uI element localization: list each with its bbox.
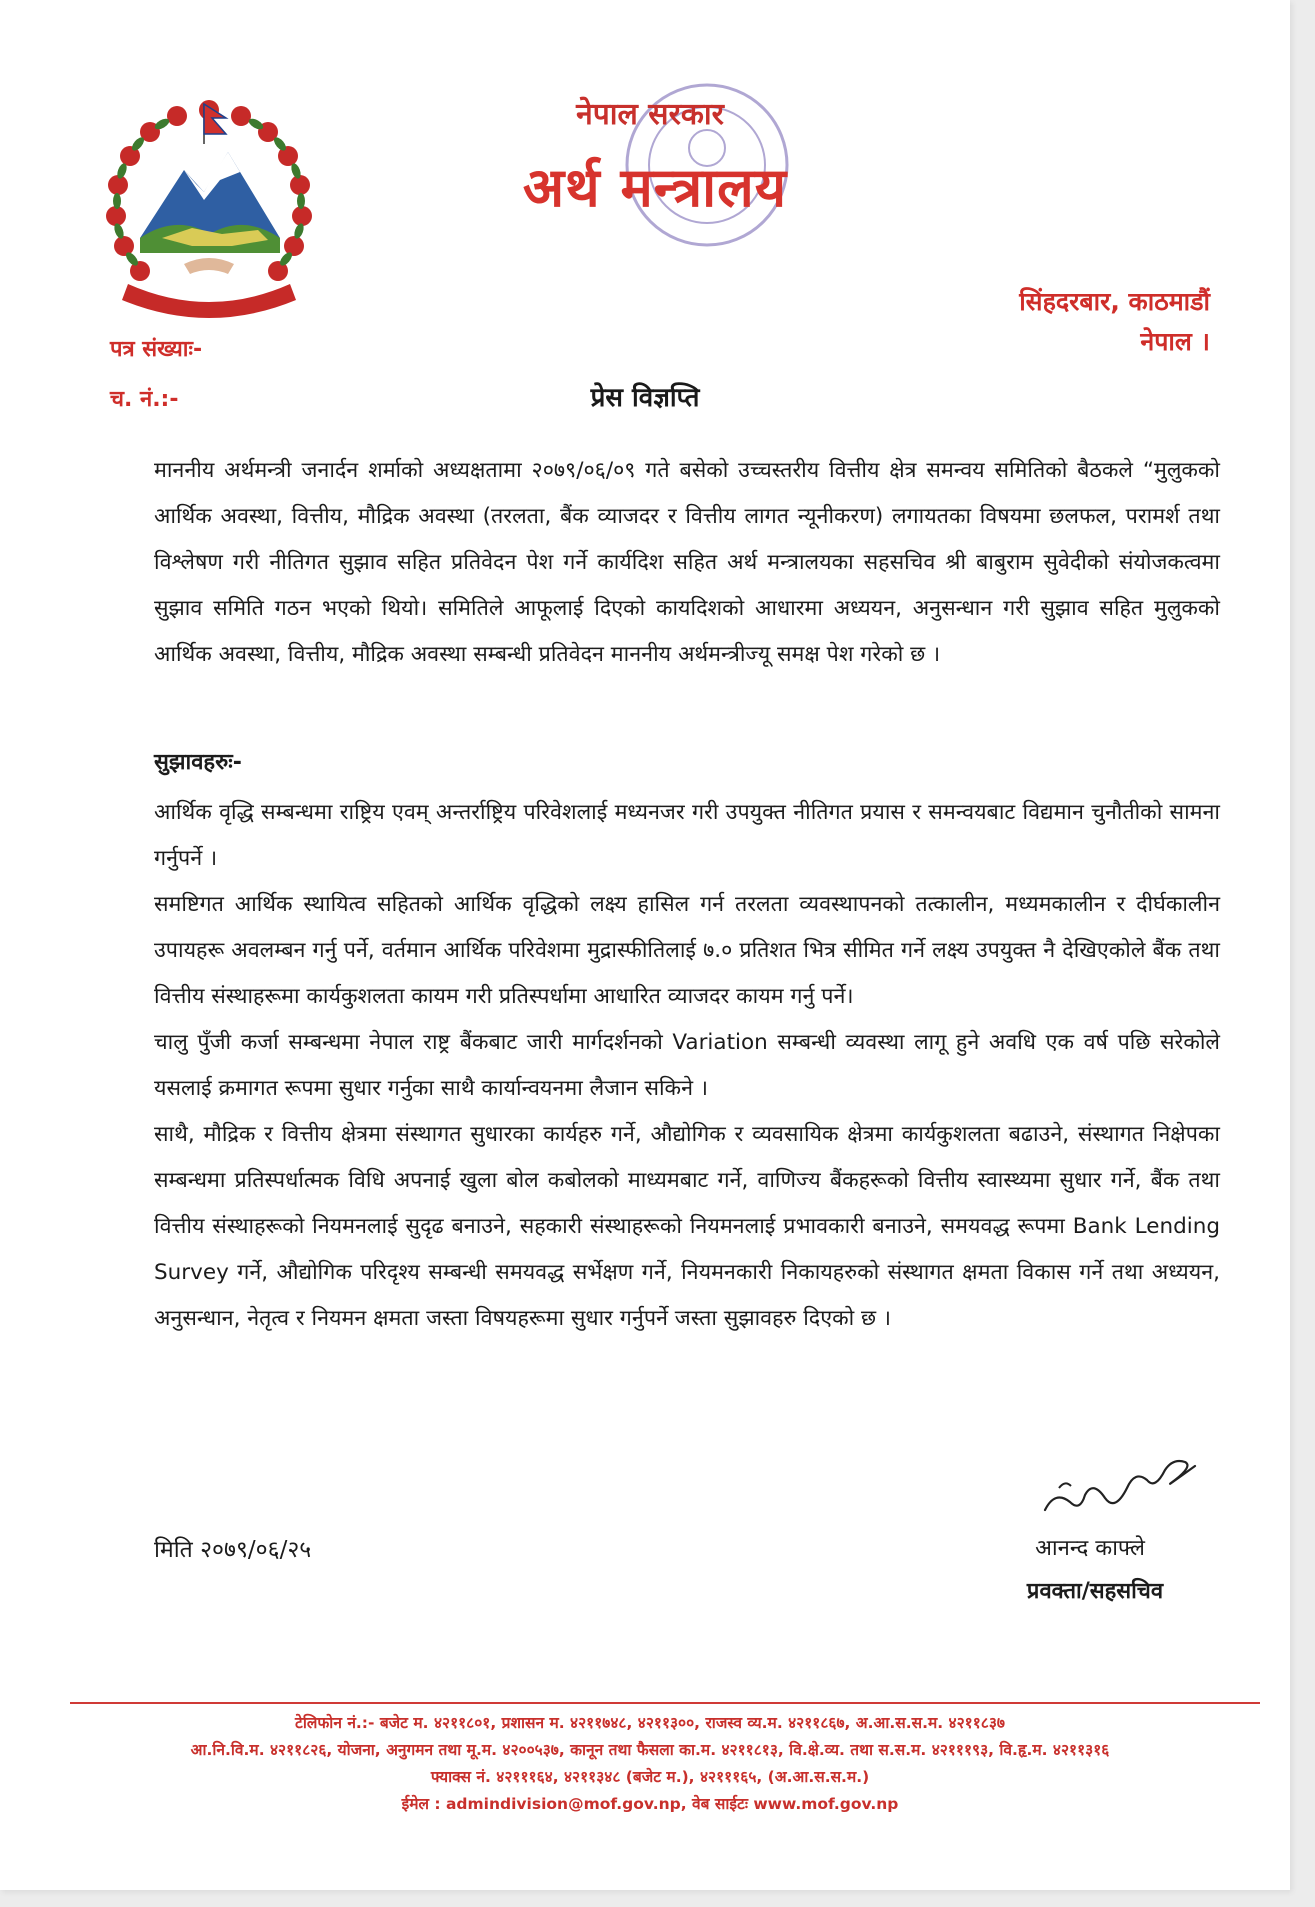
- nepal-emblem-icon: [92, 88, 327, 323]
- suggestions-heading: सुझावहरुः-: [154, 750, 242, 775]
- suggestions-list: [154, 790, 1220, 1342]
- suggestion-item: समष्टिगत आर्थिक स्थायित्व सहितको आर्थिक वृद्धिको लक्ष्य हासिल गर्न तरलता व्यवस्थापनको तत्कालीन, मध्यमकालीन र दीर्घकालीन उपायहरू अवलम्बन गर्नु पर्ने, वर्तमान आर्थिक परिवेशमा मुद्रास्फीतिलाई ७.० प्रतिशत भित्र सीमित गर्ने लक्ष्य उपयुक्त नै देखिएकोले बैंक तथा वित्तीय संस्थाहरूमा कार्यकुशलता कायम गरी प्रतिस्पर्धामा आधारित व्याजदर कायम गर्नु पर्ने।: [154, 892, 1220, 1009]
- signature-icon: [1035, 1440, 1205, 1530]
- footer-divider: [70, 1702, 1260, 1704]
- ministry-name: अर्थ मन्त्रालय: [522, 156, 788, 219]
- address-line-2: नेपाल ।: [1140, 327, 1210, 356]
- suggestion-item: साथै, मौद्रिक र वित्तीय क्षेत्रमा संस्थागत सुधारका कार्यहरु गर्ने, औद्योगिक र व्यवसायिक क्षेत्रमा कार्यकुशलता बढाउने, संस्थागत निक्षेपका सम्बन्धमा प्रतिस्पर्धात्मक विधि अपनाई खुला बोल कबोलको माध्यमबाट गर्ने, वाणिज्य बैंकहरूको वित्तीय स्वास्थ्यमा सुधार गर्ने, बैंक तथा वित्तीय संस्थाहरूको नियमनलाई सुदृढ बनाउने, सहकारी संस्थाहरूको नियमनलाई प्रभावकारी बनाउने, समयवद्ध रूपमा Bank Lending Survey गर्ने, औद्योगिक परिदृश्य सम्बन्धी समयवद्ध सर्भेक्षण गर्ने, नियमनकारी निकायहरुको संस्थागत क्षमता विकास गर्ने तथा अध्ययन, अनुसन्धान, नेतृत्व र नियमन क्षमता जस्ता विषयहरूमा सुधार गर्नुपर्ने जस्ता सुझावहरु दिएको छ ।: [154, 1122, 1220, 1331]
- footer-phone-line-1: टेलिफोन नं.:- बजेट म. ४२११८०१, प्रशासन म. ४२११७४८, ४२११३००, राजस्व व्य.म. ४२११८६७, अ.आ.स.स.म. ४२११८३७: [295, 1714, 1005, 1732]
- office-address: [1019, 282, 1210, 362]
- address-line-1: सिंहदरबार, काठमाडौं: [1019, 287, 1210, 316]
- issue-date: मिति २०७९/०६/२५: [154, 1537, 312, 1563]
- footer-email-website: ईमेल : admindivision@mof.gov.np, वेब साईटः www.mof.gov.np: [401, 1795, 899, 1813]
- dispatch-number-label: च. नं.:-: [110, 387, 179, 412]
- suggestion-item: चालु पुँजी कर्जा सम्बन्धमा नेपाल राष्ट्र बैंकबाट जारी मार्गदर्शनको Variation सम्बन्धी व्यवस्था लागू हुने अवधि एक वर्ष पछि सरेकोले यसलाई क्रमागत रूपमा सुधार गर्नुका साथै कार्यान्वयनमा लैजान सकिने ।: [154, 1030, 1220, 1101]
- suggestion-item: आर्थिक वृद्धि सम्बन्धमा राष्ट्रिय एवम् अन्तर्राष्ट्रिय परिवेशलाई मध्यनजर गरी उपयुक्त नीतिगत प्रयास र समन्वयबाट विद्यमान चुनौतीको सामना गर्नुपर्ने ।: [154, 800, 1220, 871]
- signer-name: आनन्द काफ्ले: [1035, 1536, 1145, 1561]
- footer-fax-line: फ्याक्स नं. ४२१११६४, ४२११३४८ (बजेट म.), ४२१११६५, (अ.आ.स.स.म.): [430, 1768, 870, 1786]
- signer-designation: प्रवक्ता/सहसचिव: [1026, 1579, 1164, 1604]
- letter-number-label: पत्र संख्याः-: [110, 337, 203, 362]
- intro-text: माननीय अर्थमन्त्री जनार्दन शर्माको अध्यक्षतामा २०७९/०६/०९ गते बसेको उच्चस्तरीय वित्तीय क्षेत्र समन्वय समितिको बैठकले “मुलुकको आर्थिक अवस्था, वित्तीय, मौद्रिक अवस्था (तरलता, बैंक व्याजदर र वित्तीय लागत न्यूनीकरण) लगायतका विषयमा छलफल, परामर्श तथा विश्लेषण गरी नीतिगत सुझाव सहित प्रतिवेदन पेश गर्ने कार्यदिश सहित अर्थ मन्त्रालयका सहसचिव श्री बाबुराम सुवेदीको संयोजकत्वमा सुझाव समिति गठन भएको थियो। समितिले आफूलाई दिएको कायदिशको आधारमा अध्ययन, अनुसन्धान गरी सुझाव सहित मुलुकको आर्थिक अवस्था, वित्तीय, मौद्रिक अवस्था सम्बन्धी प्रतिवेदन माननीय अर्थमन्त्रीज्यू समक्ष पेश गरेको छ ।: [154, 458, 1220, 667]
- document-title: प्रेस विज्ञप्ति: [590, 383, 700, 413]
- footer-phone-line-2: आ.नि.वि.म. ४२११८२६, योजना, अनुगमन तथा मू.म. ४२००५३७, कानून तथा फैसला का.म. ४२११८१३, वि.क्षे.व्य. तथा स.स.म. ४२१११९३, वि.हृ.म. ४२११३१६: [190, 1741, 1110, 1759]
- intro-paragraph: [154, 448, 1220, 678]
- government-name: नेपाल सरकार: [576, 97, 724, 132]
- contact-footer: [40, 1710, 1260, 1818]
